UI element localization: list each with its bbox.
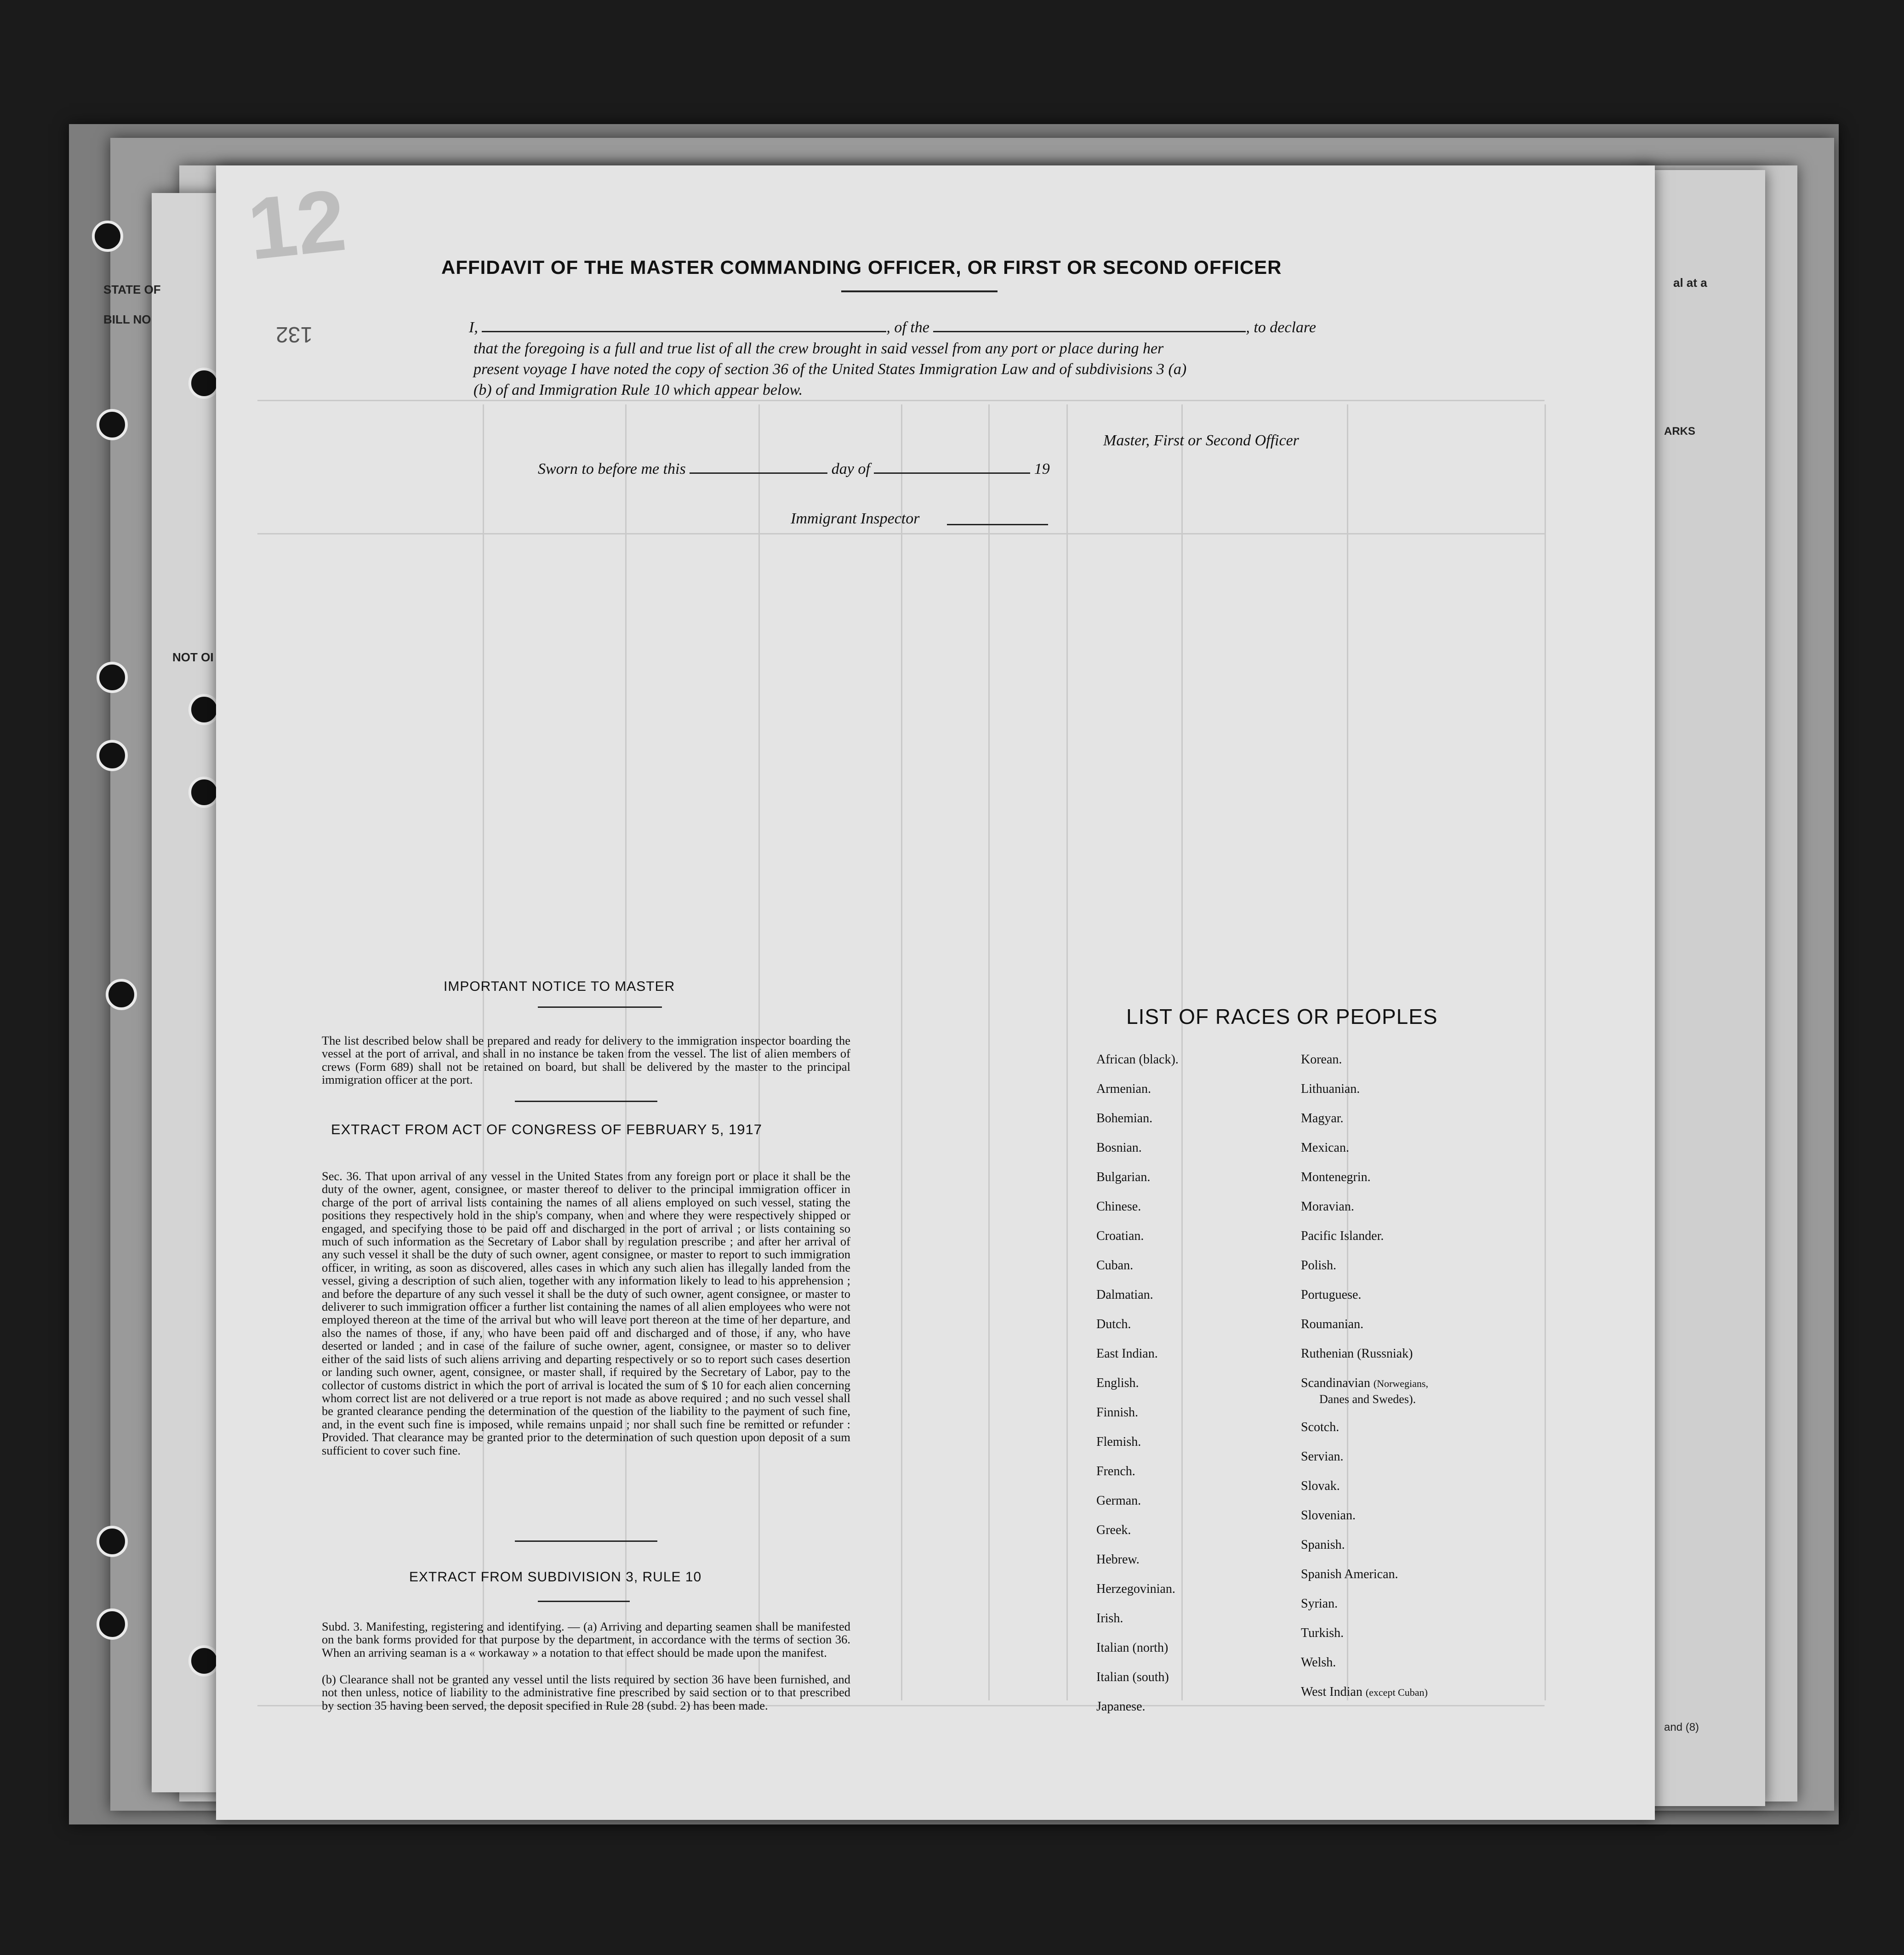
race-item: Ruthenian (Russniak) <box>1301 1347 1413 1361</box>
race-item: Magyar. <box>1301 1111 1344 1125</box>
race-item: Dalmatian. <box>1096 1288 1153 1302</box>
race-item: Moravian. <box>1301 1199 1354 1214</box>
races-heading: LIST OF RACES OR PEOPLES <box>1126 1005 1438 1029</box>
notice-end-rule <box>515 1101 657 1102</box>
bleed-rule <box>901 404 902 1700</box>
race-item: Mexican. <box>1301 1141 1349 1155</box>
race-item: Slovenian. <box>1301 1508 1356 1523</box>
notice-text: The list described below shall be prepared and ready for delivery to the immigration inspector boarding the vessel at the port of arrival, and shall in no instance be taken from the vessel. The list of alien members of crews (Form 689) shall not be retained on board, but shall be delivered by the master to the principal immigration officer at the port. <box>322 1034 850 1087</box>
race-item: Lithuanian. <box>1301 1082 1360 1096</box>
affidavit-line-3: present voyage I have noted the copy of section 36 of the United States Immigration Law and of subdivisions 3 (a) <box>473 361 1187 378</box>
race-item-west-indian <box>1301 1685 1428 1699</box>
punch-hole <box>188 368 220 399</box>
race-item: East Indian. <box>1096 1347 1158 1361</box>
right-edge-sheet <box>1636 170 1765 1806</box>
race-item: German. <box>1096 1494 1141 1508</box>
race-item: English. <box>1096 1376 1139 1390</box>
name-blank[interactable] <box>482 318 886 332</box>
punch-hole <box>188 694 220 725</box>
race-item: Armenian. <box>1096 1082 1151 1096</box>
extract-rule-rule <box>538 1601 630 1602</box>
race-note: (Norwegians, <box>1373 1378 1428 1389</box>
affidavit-line-4: (b) of and Immigration Rule 10 which appear below. <box>473 381 803 398</box>
sworn-month-blank[interactable] <box>874 460 1030 474</box>
inspector-rule <box>947 524 1048 525</box>
day-of-label: day of <box>831 460 870 477</box>
not-of-label: NOT OI <box>172 650 214 664</box>
notice-rule <box>538 1006 662 1008</box>
extract-rule-heading: EXTRACT FROM SUBDIVISION 3, RULE 10 <box>409 1569 702 1585</box>
and-8-label: and (8) <box>1664 1721 1699 1733</box>
race-item: Portuguese. <box>1301 1288 1362 1302</box>
race-item: Japanese. <box>1096 1699 1146 1714</box>
race-item: Bosnian. <box>1096 1141 1142 1155</box>
sworn-line <box>538 460 1050 478</box>
race-item: Turkish. <box>1301 1626 1344 1640</box>
vessel-blank[interactable] <box>933 318 1246 332</box>
race-item: Cuban. <box>1096 1258 1134 1273</box>
race-item: West Indian <box>1301 1685 1362 1699</box>
to-declare-label: , to declare <box>1246 319 1316 336</box>
punch-hole <box>92 221 123 252</box>
affidavit-line-2: that the foregoing is a full and true list of all the crew brought in said vessel from any port or place during her <box>473 340 1164 357</box>
notice-heading: IMPORTANT NOTICE TO MASTER <box>444 979 675 994</box>
sworn-day-blank[interactable] <box>690 460 827 474</box>
race-item: Roumanian. <box>1301 1317 1364 1331</box>
race-item: Dutch. <box>1096 1317 1131 1331</box>
officer-label: Master, First or Second Officer <box>1103 432 1299 449</box>
arks-label: ARKS <box>1664 425 1696 438</box>
title-rule <box>841 290 998 292</box>
race-item: Croatian. <box>1096 1229 1144 1243</box>
race-item: Italian (south) <box>1096 1670 1169 1684</box>
punch-hole <box>97 1608 128 1640</box>
race-item: Welsh. <box>1301 1655 1336 1670</box>
bleed-rule <box>988 404 990 1700</box>
race-item-continuation: Danes and Swedes). <box>1319 1392 1416 1406</box>
extract-act-heading: EXTRACT FROM ACT OF CONGRESS OF FEBRUARY 5, 1917 <box>331 1121 763 1137</box>
race-item-scandinavian <box>1301 1376 1428 1391</box>
race-item: Servian. <box>1301 1449 1344 1464</box>
race-item: African (black). <box>1096 1052 1179 1067</box>
inspector-label: Immigrant Inspector <box>791 510 920 527</box>
punch-hole <box>97 662 128 693</box>
race-item: Flemish. <box>1096 1435 1141 1449</box>
race-item: Bohemian. <box>1096 1111 1153 1125</box>
bill-no-label: BILL NO <box>103 313 151 326</box>
extract-act-text: Sec. 36. That upon arrival of any vessel in the United States from any foreign port or place it shall be the duty of the owner, agent, consignee, or master thereof to deliver to the principal immigration officer in charge of the port of arrival lists containing the names of all aliens employed on such vessel, stating the positions they respectively hold in the ship's company, when and where they were respectively shipped or engaged, and specifying those to be paid off and discharged in the port of arrival ; or lists containing so much of such information as the Secretary of Labor shall by regulation prescribe ; and after her arrival of any such vessel it shall be the duty of such owner, agent consignee, or master to report to such immigration officer, in writing, as soon as discovered, alles cases in which any such alien has illegally landed from the vessel, giving a description of such alien, together with any information likely to lead to his apprehension ; and before the departure of any such vessel it shall be the duty of such owner, agent consignee, or master to deliverer to such immigration officer a further list containing the names of all alien employees who were not employed thereon at the time of the arrival but who will leave port thereon at the time of her departure, and also the names of those, if any, who have been paid off and discharged and of those, if any, who have deserted or landed ; and in case of the failure of suche owner, agent, consignee, or master so to deliver either of the said lists of such aliens arriving and departing respectively or so to report such cases desertion or landing such owner, agent, consignee, or master shall, if required by the Secretary of Labor, pay to the collector of customs district in which the port of arrival is located the sum of $ 10 for each alien concerning whom correct list are not delivered or a true report is not made as above required ; and no such vessel shall be granted clearance pending the determination of the question of the liability to the payment of such fine, and, in the event such fine is imposed, while remains unpaid ; nor shall such fine be remitted or refunder : Provided. That clearance may be granted prior to the determination of such question upon deposit of a sum sufficient to cover such fine. <box>322 1169 850 1457</box>
extract-act-rule <box>515 1540 657 1542</box>
punch-hole <box>97 409 128 440</box>
punch-hole <box>188 777 220 808</box>
extract-rule-text-a: Subd. 3. Manifesting, registering and identifying. — (a) Arriving and departing seamen shall be manifested on the bank forms provided for that purpose by the department, in accordance with the terms of section 36. When an arriving seaman is a « workaway » a notation to that effect should be made upon the manifest. <box>322 1620 850 1659</box>
race-item: Scotch. <box>1301 1420 1340 1434</box>
race-item: Polish. <box>1301 1258 1337 1273</box>
bleed-rule <box>1545 404 1546 1700</box>
race-item: Korean. <box>1301 1052 1342 1067</box>
of-the-label: , of the <box>886 319 929 336</box>
punch-hole <box>188 1645 220 1677</box>
page-number: 12 <box>243 171 350 278</box>
extract-rule-text-b: (b) Clearance shall not be granted any vessel until the lists required by section 36 have been furnished, and not then unless, notice of liability to the administrative fine prescribed by said section or to that prescribed by section 35 having been served, the deposit specified in Rule 28 (subd. 2) has been made. <box>322 1672 850 1712</box>
race-item: Spanish American. <box>1301 1567 1398 1581</box>
year-prefix: 19 <box>1034 460 1050 477</box>
bleed-rule <box>257 400 1545 401</box>
race-item: Montenegrin. <box>1301 1170 1371 1184</box>
race-note: (except Cuban) <box>1365 1687 1428 1698</box>
race-item: French. <box>1096 1464 1135 1478</box>
i-label: I, <box>469 319 478 336</box>
race-item: Chinese. <box>1096 1199 1141 1214</box>
race-item: Irish. <box>1096 1611 1123 1625</box>
affidavit-title: AFFIDAVIT OF THE MASTER COMMANDING OFFICER, OR FIRST OR SECOND OFFICER <box>441 256 1282 278</box>
ral-at-a-label: al at a <box>1673 276 1707 290</box>
bleed-rule <box>1066 404 1068 1700</box>
race-item: Finnish. <box>1096 1405 1139 1420</box>
race-item: Herzegovinian. <box>1096 1582 1175 1596</box>
race-item: Greek. <box>1096 1523 1131 1537</box>
race-item: Syrian. <box>1301 1597 1338 1611</box>
race-item: Bulgarian. <box>1096 1170 1151 1184</box>
affidavit-line-1 <box>469 318 1316 336</box>
punch-hole <box>97 740 128 771</box>
serial-number: 132 <box>276 322 313 347</box>
race-item: Scandinavian <box>1301 1376 1370 1390</box>
race-item: Spanish. <box>1301 1538 1345 1552</box>
bleed-rule <box>1347 404 1348 1700</box>
punch-hole <box>97 1526 128 1557</box>
race-item: Hebrew. <box>1096 1552 1140 1567</box>
bleed-rule <box>1181 404 1183 1700</box>
punch-hole <box>106 979 137 1010</box>
state-of-label: STATE OF <box>103 283 161 296</box>
race-item: Italian (north) <box>1096 1641 1169 1655</box>
race-item: Slovak. <box>1301 1479 1340 1493</box>
sworn-label: Sworn to before me this <box>538 460 686 477</box>
race-item: Pacific Islander. <box>1301 1229 1384 1243</box>
